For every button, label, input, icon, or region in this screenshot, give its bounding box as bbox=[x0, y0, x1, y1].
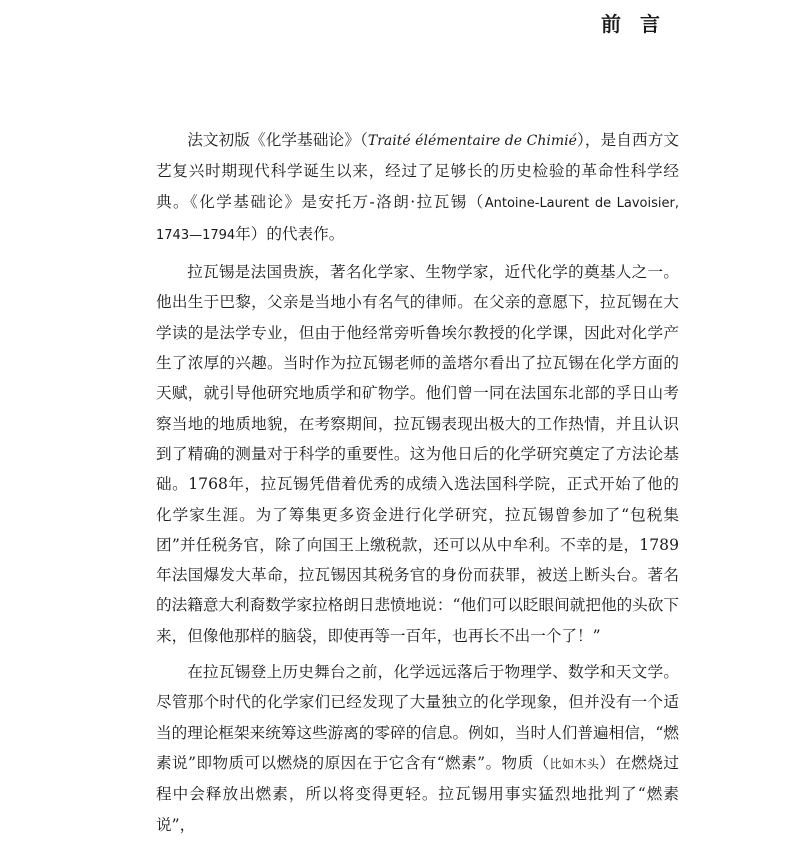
inline-note: 比如木头 bbox=[549, 756, 600, 771]
paragraph-3 bbox=[156, 657, 679, 840]
text-segment: ），是自西方文艺复兴时期现代科学诞生以来，经过了足够长的历史检验的革命性科学经典。《化学基础论》是安托万-洛朗·拉瓦锡（ bbox=[156, 131, 679, 211]
text-segment: ）在燃烧过程中会释放出燃素，所以将变得更轻。拉瓦锡用事实猛烈地批判了“燃素说”， bbox=[156, 753, 679, 834]
text-segment: 年）的代表作。 bbox=[235, 224, 345, 243]
page-heading: 前 言 bbox=[601, 12, 666, 36]
text-segment: 拉瓦锡是法国贵族，著名化学家、生物学家，近代化学的奠基人之一。他出生于巴黎，父亲是当地小有名气的律师。在父亲的意愿下，拉瓦锡在大学读的是法学专业，但由于他经常旁听鲁埃尔教授的化学课，因此对化学产生了浓厚的兴趣。当时作为拉瓦锡老师的盖塔尔看出了拉瓦锡在化学方面的天赋，就引导他研究地质学和矿物学。他们曾一同在法国东北部的孚日山考察当地的地质地貌，在考察期间，拉瓦锡表现出极大的工作热情，并且认识到了精确的测量对于科学的重要性。这为他日后的化学研究奠定了方法论基础。1768年，拉瓦锡凭借着优秀的成绩入选法国科学院，正式开始了他的化学家生涯。为了筹集更多资金进行化学研究，拉瓦锡曾参加了“包税集团”并任税务官，除了向国王上缴税款，还可以从中牟利。不幸的是，1789年法国爆发大革命，拉瓦锡因其税务官的身份而获罪，被送上断头台。著名的法籍意大利裔数学家拉格朗日悲愤地说：“他们可以眨眼间就把他的头砍下来，但像他那样的脑袋，即使再等一百年，也再长不出一个了！” bbox=[156, 263, 679, 645]
text-segment: 法文初版《化学基础论》（ bbox=[187, 131, 368, 149]
book-title-french: Traité élémentaire de Chimié bbox=[367, 133, 577, 149]
text-segment: 在拉瓦锡登上历史舞台之前，化学远远落后于物理学、数学和天文学。尽管那个时代的化学家们已经发现了大量独立的化学现象，但并没有一个适当的理论框架来统筹这些游离的零碎的信息。例如，当时人们普遍相信，“燃素说”即物质可以燃烧的原因在于它含有“燃素”。物质（ bbox=[156, 663, 679, 772]
author-name-latin: Antoine-Laurent de Lavoisier, 1743—1794 bbox=[156, 195, 679, 243]
body-text bbox=[156, 125, 679, 846]
paragraph-1 bbox=[156, 125, 679, 251]
paragraph-2 bbox=[156, 257, 679, 651]
